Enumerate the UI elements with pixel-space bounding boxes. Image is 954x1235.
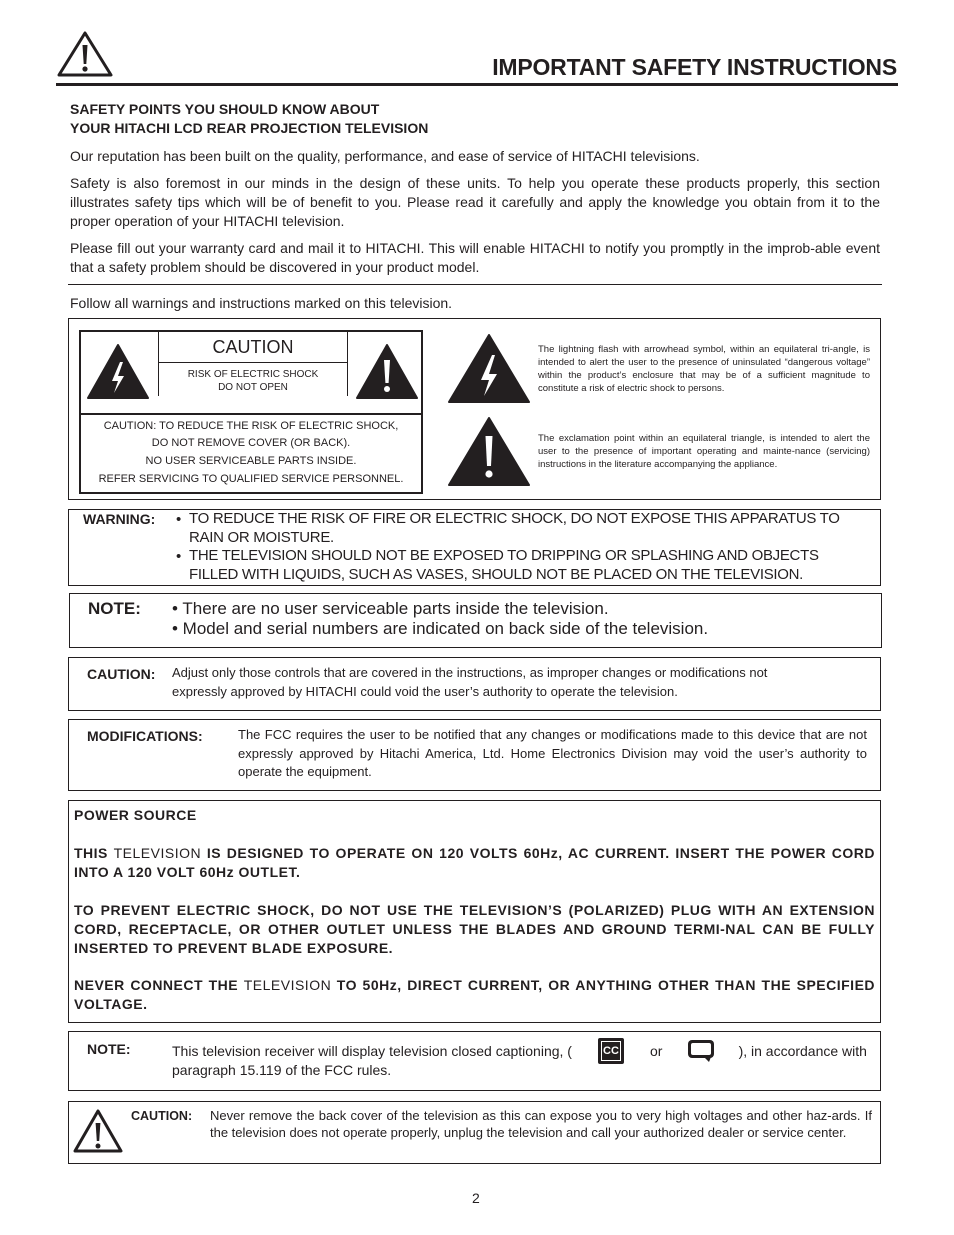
caution-label	[79, 330, 423, 494]
note-line-2: • Model and serial numbers are indicated on back side of the television.	[172, 619, 709, 638]
power-p3-a: NEVER CONNECT THE	[74, 977, 239, 993]
cc-note-line1	[172, 1038, 867, 1064]
speech-bubble-icon	[687, 1039, 715, 1063]
caution-label-lightning-icon	[86, 343, 150, 401]
warning-bullet-2-line1: THE TELEVISION SHOULD NOT BE EXPOSED TO DRIPPING OR SPLASHING AND OBJECTS	[189, 547, 819, 564]
cc-note-text-a: This television receiver will display television closed captioning, (	[172, 1043, 572, 1059]
warning-bullet-2-marker: •	[176, 548, 182, 565]
power-source-heading: POWER SOURCE	[74, 807, 197, 823]
intro-paragraph-1: Our reputation has been built on the quality, performance, and ease of service of HITACHI televisions.	[70, 148, 700, 164]
header-warning-icon	[56, 30, 114, 78]
note-line-1: • There are no user serviceable parts inside the television.	[172, 599, 609, 618]
power-source-paragraph-3	[74, 976, 875, 1014]
caution-label-title: CAUTION	[212, 337, 294, 357]
power-source-paragraph-1	[74, 844, 875, 882]
caution-back-text: Never remove the back cover of the television as this can expose you to very high voltages and other haz-ards. If the television does not operate properly, unplug the television and call your authorized dealer or service center.	[210, 1108, 872, 1140]
cc-note-line2: paragraph 15.119 of the FCC rules.	[172, 1062, 392, 1078]
caution-controls-line1: Adjust only those controls that are covered in the instructions, as improper changes or modifications not	[172, 665, 768, 680]
caution-label-line3: NO USER SERVICEABLE PARTS INSIDE.	[145, 455, 357, 467]
warning-bullet-1-line1: TO REDUCE THE RISK OF FIRE OR ELECTRIC SHOCK, DO NOT EXPOSE THIS APPARATUS TO	[189, 510, 840, 527]
caution-back-warning-icon	[72, 1108, 124, 1154]
caution-back-cover-section	[68, 1101, 881, 1164]
page-number: 2	[472, 1190, 480, 1206]
caution-controls-section	[68, 657, 881, 711]
cc-note-text-or: or	[649, 1043, 663, 1059]
caution-label-divider	[159, 362, 347, 363]
warning-label: WARNING:	[83, 511, 156, 527]
title-rule	[56, 83, 898, 86]
caution-controls-line2: expressly approved by HITACHI could void the user’s authority to operate the television.	[172, 684, 678, 699]
follow-instructions-text: Follow all warnings and instructions marked on this television.	[70, 295, 453, 311]
caution-label-box	[158, 332, 348, 396]
lightning-symbol-icon	[447, 333, 531, 405]
caution-label-line2: DO NOT REMOVE COVER (OR BACK).	[151, 437, 351, 449]
warning-bullet-1-line2: RAIN OR MOISTURE.	[189, 529, 334, 546]
symbols-section	[68, 318, 881, 500]
warning-section	[68, 509, 881, 586]
modifications-text: The FCC requires the user to be notified that any changes or modifications made to this device that are not expressly approved by Hitachi America, Ltd. Home Electronics Division may void the user’s authority to operate the equipment.	[238, 727, 867, 779]
caution-controls-label: CAUTION:	[87, 666, 156, 682]
caution-label-sub-line2: DO NOT OPEN	[218, 382, 288, 393]
cc-note-label: NOTE:	[87, 1041, 131, 1057]
cc-note-text-c: ), in accordance with	[738, 1043, 867, 1059]
intro-paragraph-3: Please fill out your warranty card and mail it to HITACHI. This will enable HITACHI to notify you promptly in the improb-able event that a safety problem should be discovered in your product model.	[70, 240, 880, 275]
caution-label-sub-line1: RISK OF ELECTRIC SHOCK	[187, 369, 319, 380]
exclamation-symbol-icon	[447, 416, 531, 488]
power-p3-c: TO 50Hz, DIRECT CURRENT, OR ANYTHING OTHER THAN THE SPECIFIED VOLTAGE.	[74, 977, 876, 1012]
caution-back-label: CAUTION:	[131, 1109, 193, 1123]
power-p1-c: IS DESIGNED TO OPERATE ON 120 VOLTS 60Hz, AC CURRENT. INSERT THE POWER CORD INTO A 120 VOLT 60Hz OUTLET.	[74, 845, 876, 880]
cc-badge-icon: CC	[598, 1038, 624, 1064]
power-p3-television: TELEVISION	[243, 977, 332, 993]
caution-label-exclamation-icon	[355, 343, 419, 401]
intro-heading-line2: YOUR HITACHI LCD REAR PROJECTION TELEVISION	[70, 120, 429, 136]
power-p1-a: THIS	[74, 845, 108, 861]
closed-caption-note-section	[68, 1031, 881, 1091]
warning-bullet-1-marker: •	[176, 511, 182, 528]
caution-label-line1: CAUTION: TO REDUCE THE RISK OF ELECTRIC SHOCK,	[103, 420, 399, 432]
power-p1-television: TELEVISION	[113, 845, 202, 861]
modifications-label: MODIFICATIONS:	[87, 728, 203, 744]
power-source-paragraph-2: TO PREVENT ELECTRIC SHOCK, DO NOT USE THE TELEVISION’S (POLARIZED) PLUG WITH AN EXTENSION CORD, RECEPTACLE, OR OTHER OUTLET UNLESS THE BLADES AND GROUND TERMI-NAL CAN BE FULLY INSERTED TO PREVENT BLADE EXPOSURE.	[74, 902, 875, 956]
note-serviceable-section	[69, 593, 882, 648]
power-source-section	[68, 800, 881, 1023]
modifications-section	[68, 719, 881, 791]
warning-bullet-2-line2: FILLED WITH LIQUIDS, SUCH AS VASES, SHOULD NOT BE PLACED ON THE TELEVISION.	[189, 566, 804, 583]
note-label: NOTE:	[88, 599, 141, 618]
intro-paragraph-2: Safety is also foremost in our minds in the design of these units. To help you operate these products properly, this section illustrates safety tips which will be of benefit to you. Please read it carefully and apply the knowledge you obtain from it to the proper operation of your HITACHI television.	[70, 175, 880, 229]
intro-rule	[68, 284, 882, 285]
page-title: IMPORTANT SAFETY INSTRUCTIONS	[492, 54, 897, 80]
exclamation-symbol-description: The exclamation point within an equilateral triangle, is intended to alert the user to the presence of important operating and mainte-nance (servicing) instructions in the literature accompanying the appliance.	[538, 433, 870, 470]
caution-label-rule	[81, 413, 421, 415]
lightning-symbol-description: The lightning flash with arrowhead symbol, within an equilateral tri-angle, is intended to alert the user to the presence of uninsulated “dangerous voltage” within the product’s enclosure that may be of a sufficient magnitude to constitute a risk of electric shock to persons.	[538, 344, 870, 394]
caution-label-line4: REFER SERVICING TO QUALIFIED SERVICE PERSONNEL.	[98, 473, 404, 485]
intro-heading-line1: SAFETY POINTS YOU SHOULD KNOW ABOUT	[70, 101, 380, 117]
